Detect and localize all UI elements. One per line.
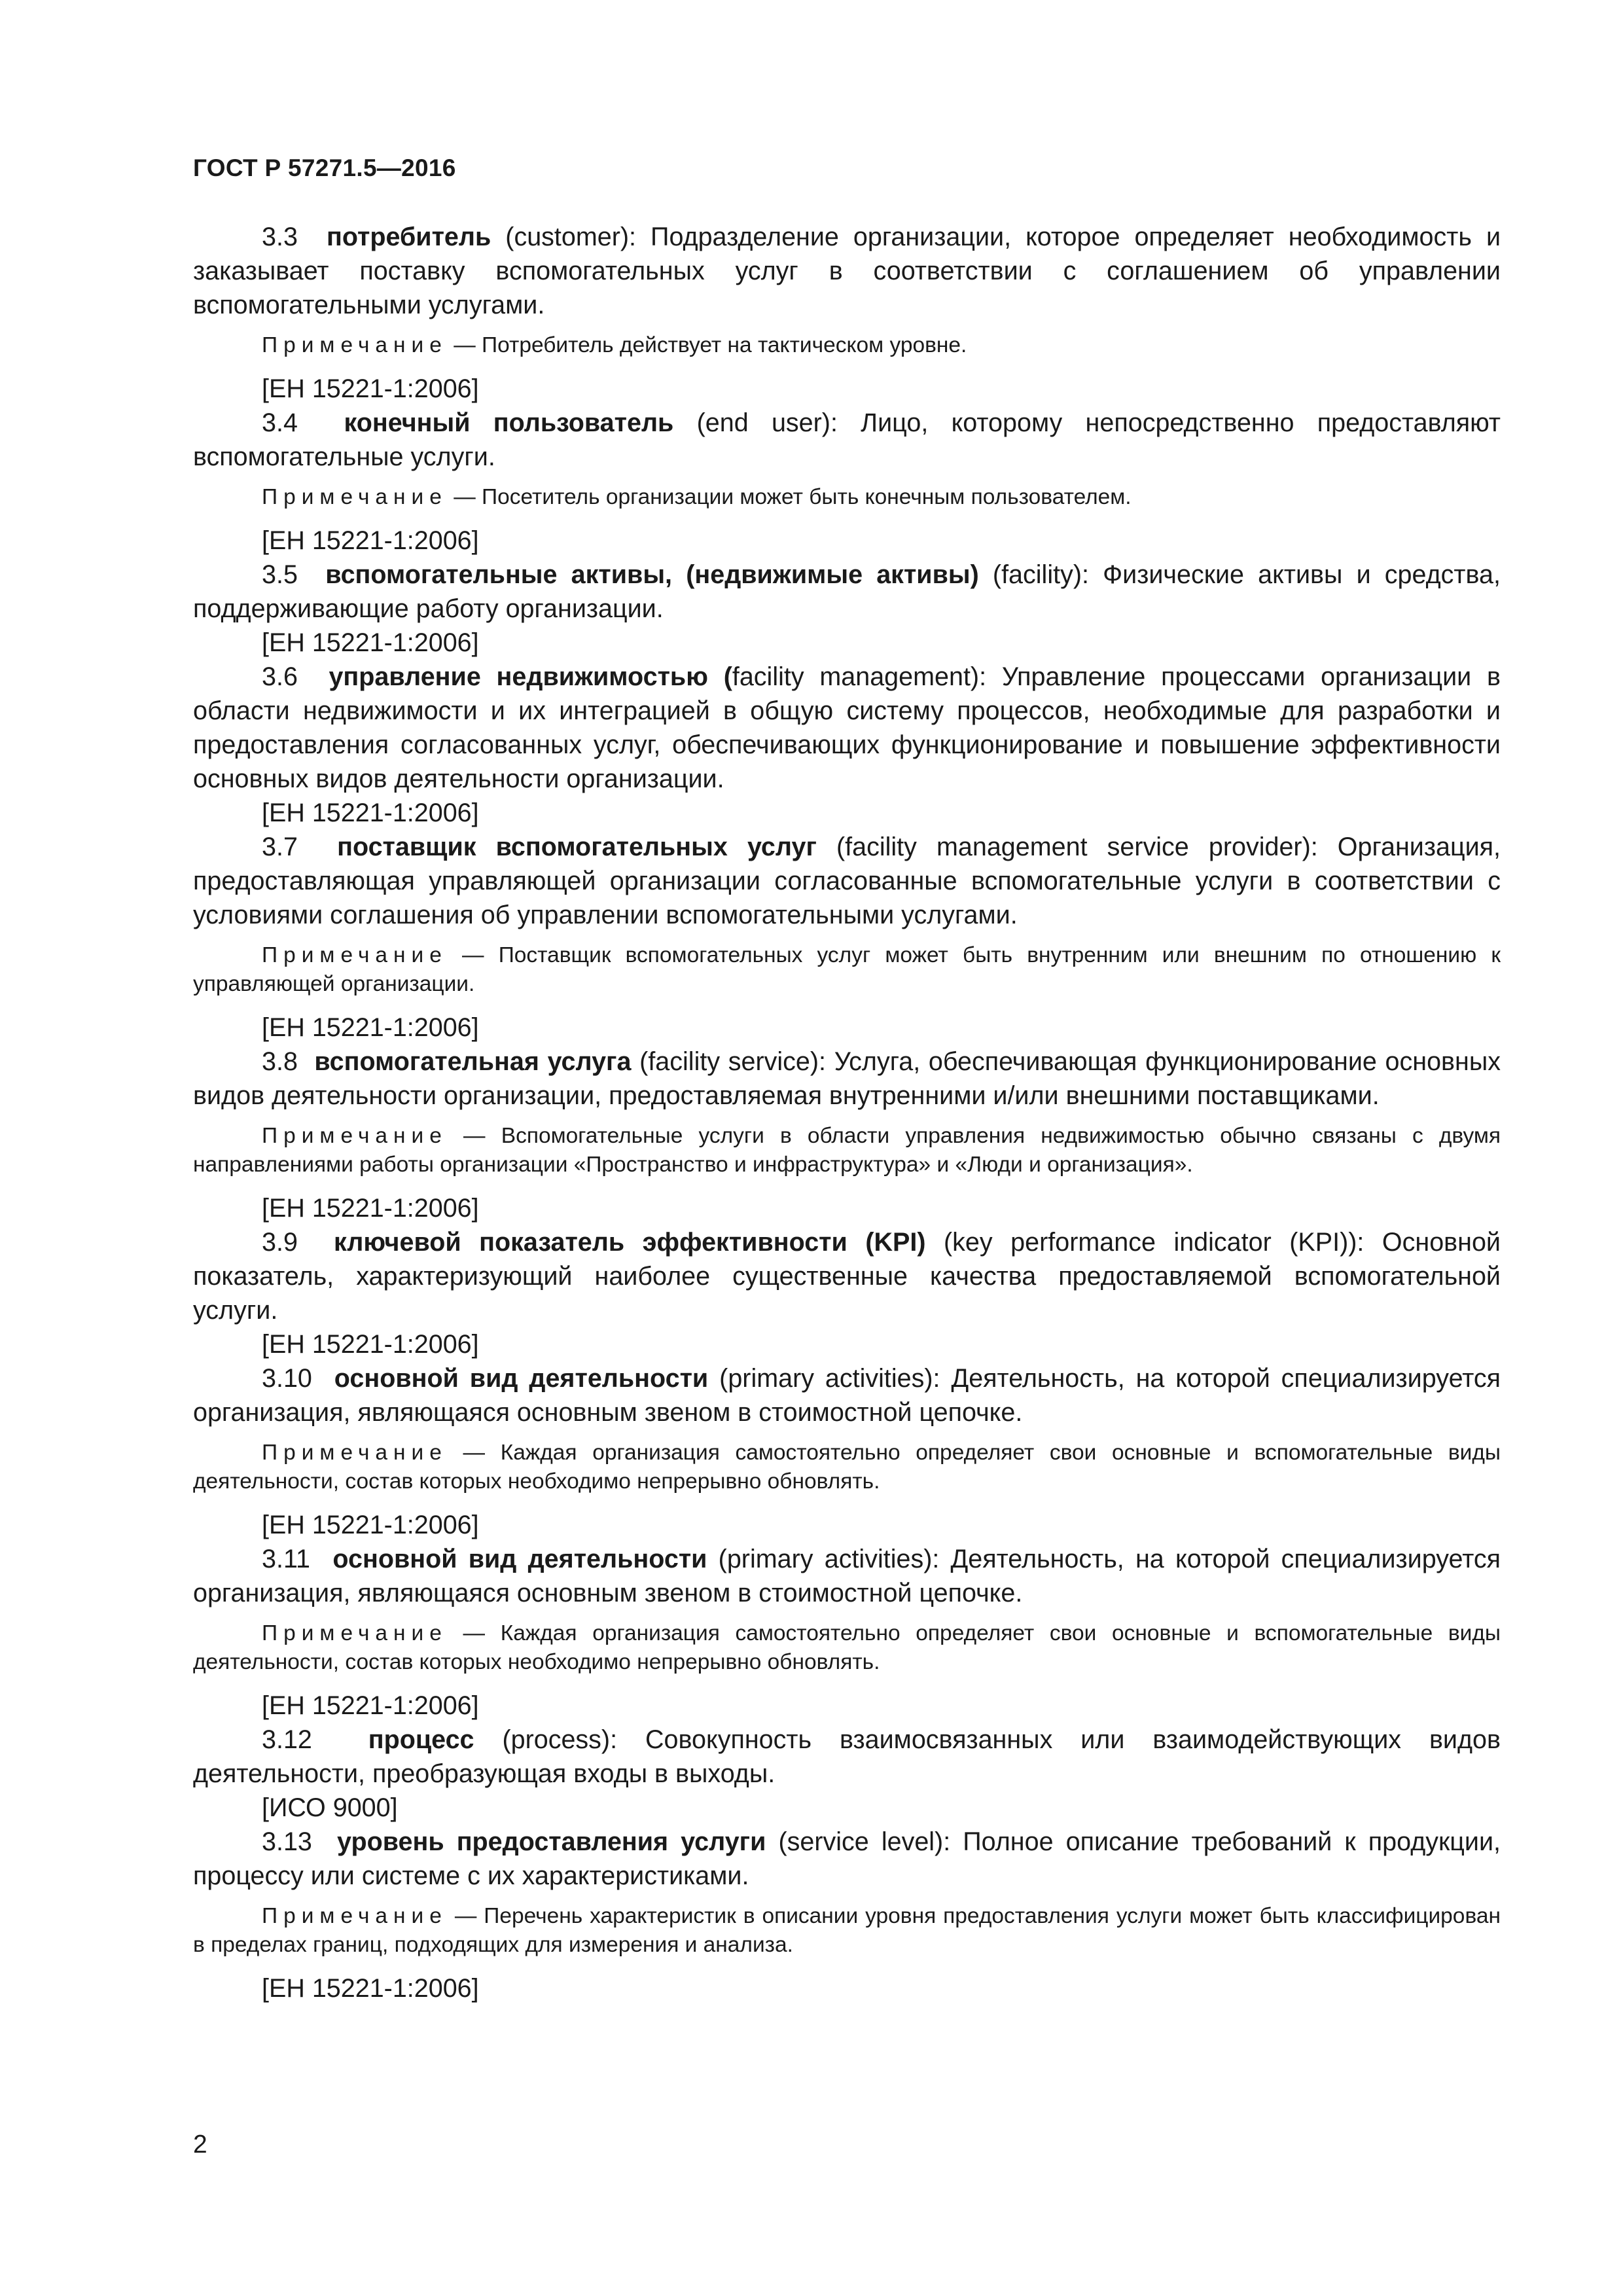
term-definition: (facility): Физические активы и средства, поддерживающие работу организации. [193, 560, 1501, 623]
term-entry [193, 220, 1501, 322]
term-name: ключевой показатель эффективности (KPI) [333, 1228, 926, 1257]
term-definition: (facility service): Услуга, обеспечивающая функционирование основных видов деятельности организации, предоставляемая внутренними и/или внешними поставщиками. [193, 1047, 1501, 1110]
term-note [193, 1122, 1501, 1179]
term-number: 3.9 [262, 1228, 298, 1257]
note-dash: — [447, 1904, 484, 1928]
term-source: [ЕН 15221-1:2006] [262, 798, 479, 827]
term-name: вспомогательные активы, (недвижимые активы) [325, 560, 979, 589]
term-entry [193, 1361, 1501, 1429]
term-source: [ЕН 15221-1:2006] [262, 1974, 479, 2003]
note-text: Каждая организация самостоятельно определяет свои основные и вспомогательные виды деятельности, состав которых необходимо непрерывно обновлять. [193, 1441, 1501, 1494]
note-text: Перечень характеристик в описании уровня предоставления услуги может быть классифицирован в пределах границ, подходящих для измерения и анализа. [193, 1904, 1501, 1957]
note-label: Примечание [262, 1441, 448, 1465]
term-entry [193, 558, 1501, 626]
term-number: 3.7 [262, 833, 298, 861]
term-name: конечный пользователь [344, 408, 674, 437]
term-entry [193, 1225, 1501, 1327]
term-name: вспомогательная услуга [314, 1047, 632, 1076]
term-name: поставщик вспомогательных услуг [337, 833, 817, 861]
term-entry [193, 1825, 1501, 1893]
term-definition: (key performance indicator (KPI)): Основной показатель, характеризующий наиболее существенные качества предоставляемой вспомогательной услуги. [193, 1228, 1501, 1325]
note-text: Каждая организация самостоятельно определяет свои основные и вспомогательные виды деятельности, состав которых необходимо непрерывно обновлять. [193, 1621, 1501, 1674]
term-note [193, 1439, 1501, 1496]
term-source: [ЕН 15221-1:2006] [262, 628, 479, 657]
term-source: [ЕН 15221-1:2006] [262, 526, 479, 555]
note-label: Примечание [262, 1904, 448, 1928]
term-name: уровень предоставления услуги [337, 1827, 766, 1856]
note-label: Примечание [262, 485, 448, 509]
term-definition: (service level): Полное описание требований к продукции, процессу или системе с их характеристиками. [193, 1827, 1501, 1890]
document-body [193, 220, 1501, 2005]
term-note [193, 1619, 1501, 1677]
term-note [193, 1902, 1501, 1960]
term-entry [193, 406, 1501, 474]
note-dash: — [447, 333, 482, 357]
term-number: 3.6 [262, 662, 298, 691]
term-definition: (end user): Лицо, которому непосредственно предоставляют вспомогательные услуги. [193, 408, 1501, 471]
term-name: процесс [368, 1725, 474, 1754]
term-number: 3.4 [262, 408, 298, 437]
note-dash: — [447, 1441, 501, 1465]
note-label: Примечание [262, 1621, 448, 1645]
term-source: [ЕН 15221-1:2006] [262, 374, 479, 403]
note-text: Потребитель действует на тактическом уровне. [482, 333, 967, 357]
term-name: управление недвижимостью ( [329, 662, 732, 691]
term-number: 3.3 [262, 223, 298, 251]
term-definition: (process): Совокупность взаимосвязанных или взаимодействующих видов деятельности, преобразующая входы в выходы. [193, 1725, 1501, 1788]
term-number: 3.5 [262, 560, 298, 589]
term-entry [193, 660, 1501, 796]
term-source: [ЕН 15221-1:2006] [262, 1691, 479, 1720]
term-source: [ЕН 15221-1:2006] [262, 1330, 479, 1359]
term-note [193, 483, 1501, 512]
term-name: потребитель [326, 223, 491, 251]
term-number: 3.10 [262, 1364, 312, 1393]
term-definition: (primary activities): Деятельность, на которой специализируется организация, являющаяся основным звеном в стоимостной цепочке. [193, 1364, 1501, 1427]
term-source: [ИСО 9000] [262, 1793, 398, 1822]
term-entry [193, 1723, 1501, 1791]
term-name: основной вид деятельности [334, 1364, 709, 1393]
document-header: ГОСТ Р 57271.5—2016 [193, 154, 456, 181]
term-entry [193, 830, 1501, 932]
page-number: 2 [193, 2130, 207, 2159]
note-text: Вспомогательные услуги в области управления недвижимостью обычно связаны с двумя направлениями работы организации «Пространство и инфраструктура» и «Люди и организация». [193, 1124, 1501, 1177]
term-note [193, 331, 1501, 360]
term-definition: (facility management service provider): Организация, предоставляющая управляющей организации согласованные вспомогательные услуги в соответствии с условиями соглашения об управлении вспомогательными услугами. [193, 833, 1501, 929]
term-number: 3.11 [262, 1545, 310, 1573]
term-definition: facility management): Управление процессами организации в области недвижимости и их интеграцией в общую систему процессов, необходимые для разработки и предоставления согласованных услуг, обеспечивающих функционирование и повышение эффективности основных видов деятельности организации. [193, 662, 1501, 793]
term-number: 3.12 [262, 1725, 312, 1754]
note-dash: — [447, 1124, 501, 1148]
note-dash: — [447, 485, 482, 509]
term-definition: (primary activities): Деятельность, на которой специализируется организация, являющаяся основным звеном в стоимостной цепочке. [193, 1545, 1501, 1607]
term-name: основной вид деятельности [332, 1545, 707, 1573]
note-dash: — [447, 943, 499, 967]
term-entry [193, 1045, 1501, 1113]
term-source: [ЕН 15221-1:2006] [262, 1511, 479, 1539]
note-label: Примечание [262, 333, 448, 357]
term-source: [ЕН 15221-1:2006] [262, 1194, 479, 1223]
term-number: 3.8 [262, 1047, 298, 1076]
term-source: [ЕН 15221-1:2006] [262, 1013, 479, 1042]
note-label: Примечание [262, 1124, 448, 1148]
term-definition: (customer): Подразделение организации, которое определяет необходимость и заказывает поставку вспомогательных услуг в соответствии с соглашением об управлении вспомогательными услугами. [193, 223, 1501, 319]
term-note [193, 941, 1501, 999]
note-label: Примечание [262, 943, 448, 967]
note-text: Поставщик вспомогательных услуг может быть внутренним или внешним по отношению к управляющей организации. [193, 943, 1501, 996]
note-text: Посетитель организации может быть конечным пользователем. [482, 485, 1132, 509]
term-entry [193, 1542, 1501, 1610]
term-number: 3.13 [262, 1827, 312, 1856]
note-dash: — [447, 1621, 501, 1645]
